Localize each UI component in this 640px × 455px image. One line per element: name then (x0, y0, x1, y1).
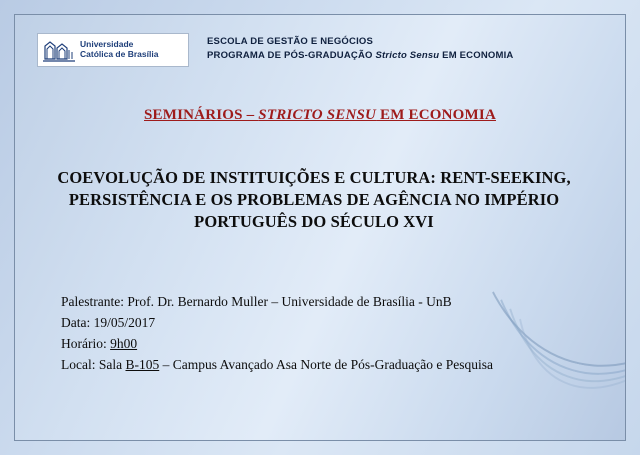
time-row (61, 334, 595, 355)
slide-frame (14, 14, 626, 441)
date-value: 19/05/2017 (93, 314, 156, 330)
program-prefix: PROGRAMA DE PÓS-GRADUAÇÃO (207, 50, 376, 61)
header-titles (207, 33, 514, 61)
logo-line-2: Católica de Brasília (80, 49, 159, 59)
title-line-3: PORTUGUÊS DO SÉCULO XVI (194, 211, 434, 231)
event-details (61, 292, 595, 376)
program-italic: Stricto Sensu (375, 50, 440, 61)
speaker-value: Prof. Dr. Bernardo Muller – Universidade de Brasília - UnB (127, 294, 452, 309)
slide-header (37, 33, 605, 67)
program-name (207, 50, 514, 61)
speaker-label: Palestrante: (61, 294, 128, 309)
time-label: Horário: (61, 335, 111, 351)
school-name: ESCOLA DE GESTÃO E NEGÓCIOS (207, 36, 374, 47)
place-row (61, 355, 595, 376)
seminar-suffix: EM ECONOMIA (376, 107, 496, 123)
date-label: Data: (61, 314, 94, 330)
title-line-1: COEVOLUÇÃO DE INSTITUIÇÕES E CULTURA: RENT-SEEKING, (57, 168, 571, 187)
logo-line-1: Universidade (80, 39, 134, 50)
place-room: B-105 (125, 356, 160, 372)
university-crest-icon (42, 37, 76, 63)
seminar-heading (15, 107, 625, 124)
seminar-prefix: SEMINÁRIOS – (144, 107, 259, 123)
seminar-italic: STRICTO SENSU (258, 107, 377, 123)
place-label: Local: Sala (61, 356, 126, 372)
time-value: 9h00 (110, 335, 138, 351)
university-logo (37, 33, 189, 67)
program-suffix: EM ECONOMIA (439, 50, 514, 61)
page-title (49, 167, 579, 232)
title-line-2: PERSISTÊNCIA E OS PROBLEMAS DE AGÊNCIA NO IMPÉRIO (68, 189, 560, 209)
place-rest: – Campus Avançado Asa Norte de Pós-Graduação e Pesquisa (159, 356, 494, 372)
date-row (61, 313, 595, 334)
speaker-row (61, 292, 595, 313)
